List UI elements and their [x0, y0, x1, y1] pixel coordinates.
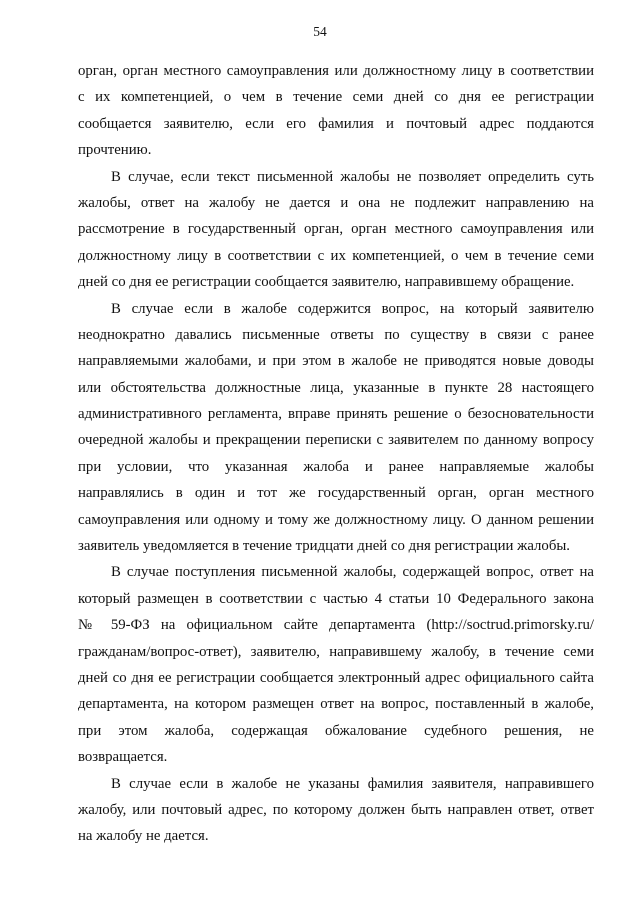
text-line: прочтению. — [78, 142, 152, 159]
text-line: или обстоятельства должностные лица, указанные в пункте 28 настоящего — [78, 379, 594, 396]
text-line: дней со дня ее регистрации сообщается электронный адрес официального сайта — [78, 669, 594, 686]
text-line: который размещен в соответствии с частью 4 статьи 10 Федерального закона — [78, 590, 594, 607]
text-line: неоднократно давались письменные ответы по существу в связи с ранее — [78, 326, 594, 343]
text-line: В случае если в жалобе содержится вопрос, на который заявителю — [111, 300, 594, 317]
text-line: административного регламента, вправе принять решение о безосновательности — [78, 406, 594, 423]
text-line: очередной жалобы и прекращении переписки с заявителем по данному вопросу — [78, 432, 594, 449]
text-line: рассмотрение в государственный орган, орган местного самоуправления или — [78, 221, 594, 238]
text-line: дней со дня ее регистрации сообщается заявителю, направившему обращение. — [78, 274, 575, 291]
text-line: департамента, на котором размещен ответ на вопрос, поставленный в жалобе, — [78, 696, 594, 713]
paragraph-repeated-question — [78, 296, 594, 560]
text-line: заявитель уведомляется в течение тридцати дней со дня регистрации жалобы. — [78, 538, 571, 555]
paragraph-continuation — [78, 58, 594, 164]
paragraph-missing-name — [78, 771, 594, 850]
text-line: орган, орган местного самоуправления или должностному лицу в соответствии — [78, 63, 594, 79]
text-line: направляемыми жалобами, и при этом в жалобе не приводятся новые доводы — [78, 353, 594, 370]
text-line: возвращается. — [78, 749, 168, 766]
text-line: В случае поступления письменной жалобы, содержащей вопрос, ответ на — [111, 564, 594, 581]
text-line: В случае, если текст письменной жалобы не позволяет определить суть — [111, 168, 594, 185]
text-line: направлялись в один и тот же государственный орган, орган местного — [78, 485, 594, 502]
text-line: гражданам/вопрос-ответ), заявителю, направившему жалобу, в течение семи — [78, 643, 594, 660]
text-line: при условии, что указанная жалоба и ранее направляемые жалобы — [78, 458, 594, 475]
text-line: с их компетенцией, о чем в течение семи дней со дня ее регистрации — [78, 89, 594, 106]
page-number: 54 — [313, 24, 327, 39]
text-line: должностному лицу в соответствии с их компетенцией, о чем в течение семи — [78, 247, 594, 264]
paragraph-published-answer — [78, 559, 594, 770]
text-line: сообщается заявителю, если его фамилия и почтовый адрес поддаются — [78, 115, 594, 132]
body-text — [78, 58, 594, 850]
text-line: В случае если в жалобе не указаны фамилия заявителя, направившего — [111, 775, 594, 792]
text-line: самоуправления или одному и тому же должностному лицу. О данном решении — [78, 511, 594, 528]
text-line: жалобы, ответ на жалобу не дается и она не подлежит направлению на — [78, 194, 594, 211]
text-line: на жалобу не дается. — [78, 828, 209, 845]
paragraph-unreadable-text — [78, 164, 594, 296]
text-line: жалобу, или почтовый адрес, по которому должен быть направлен ответ, ответ — [78, 801, 594, 818]
text-line: при этом жалоба, содержащая обжалование судебного решения, не — [78, 722, 594, 739]
text-line: № 59-ФЗ на официальном сайте департамента (http://soctrud.primorsky.ru/ — [78, 617, 594, 634]
